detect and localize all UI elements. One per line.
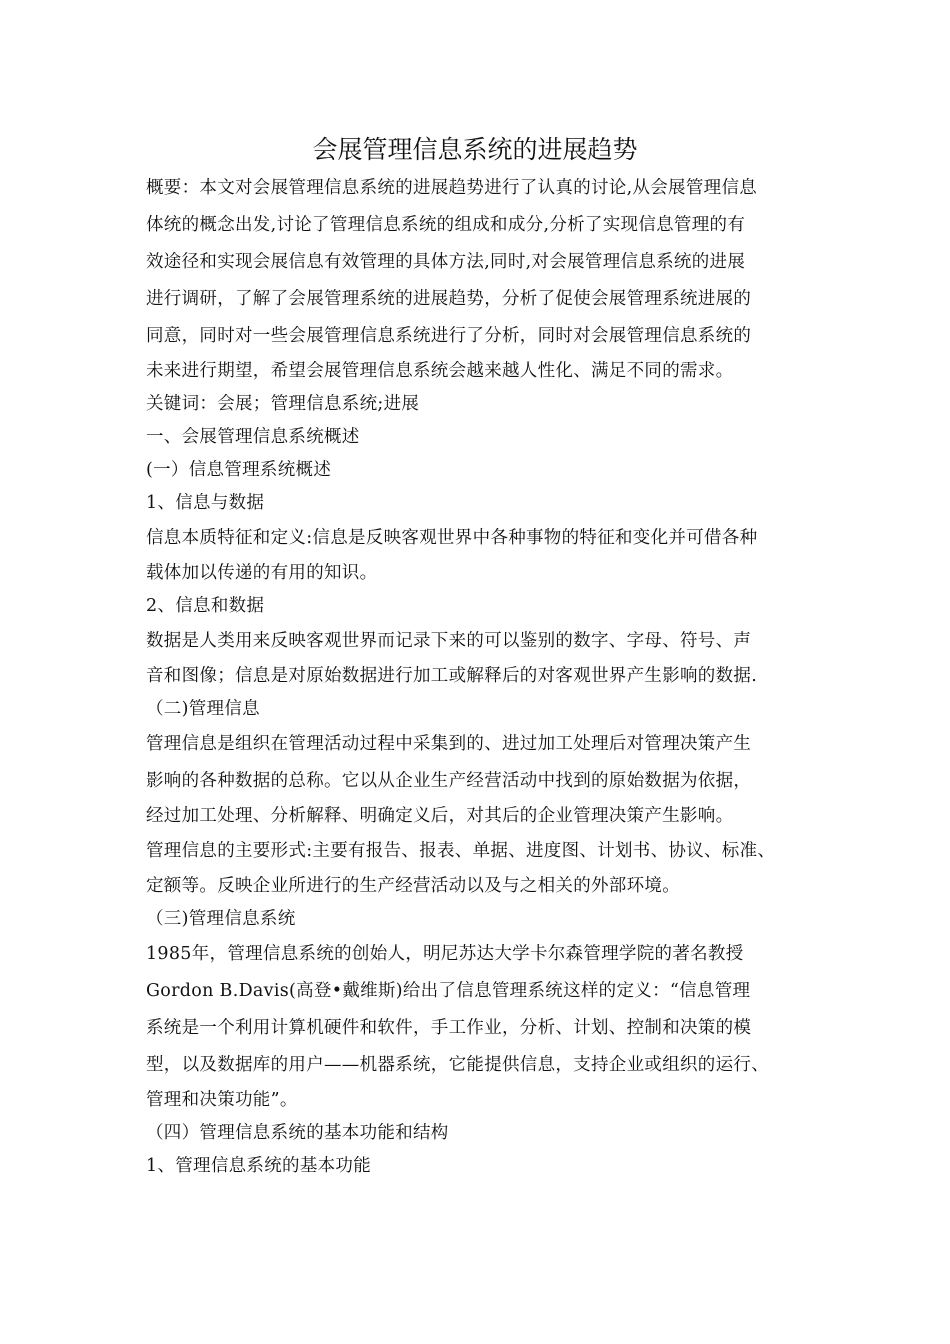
- text-line: 音和图像；信息是对原始数据进行加工或解释后的对客观世界产生影响的数据.: [146, 666, 758, 686]
- document-body: [146, 170, 836, 1183]
- text-line: 管理信息的主要形式:主要有报告、报表、单据、进度图、计划书、协议、标准、: [146, 841, 776, 861]
- text-line: (一）信息管理系统概述: [146, 460, 332, 480]
- text-line: 2、信息和数据: [146, 596, 265, 616]
- text-line: Gordon B.Davis(高登•戴维斯)给出了信息管理系统这样的定义：“信息管理: [146, 981, 751, 1001]
- text-line: 型，以及数据库的用户——机器系统，它能提供信息，支持企业或组织的运行、: [146, 1055, 769, 1075]
- text-line: 管理和决策功能”。: [146, 1090, 298, 1110]
- text-line: 体统的概念出发,讨论了管理信息系统的组成和成分,分析了实现信息管理的有: [146, 215, 746, 235]
- text-line: 关键词：会展；管理信息系统;进展: [146, 394, 420, 414]
- text-line: 概要：本文对会展管理信息系统的进展趋势进行了认真的讨论,从会展管理信息: [146, 178, 758, 198]
- text-line: 1、信息与数据: [146, 493, 265, 513]
- text-line: 管理信息是组织在管理活动过程中采集到的、进过加工处理后对管理决策产生: [146, 734, 752, 754]
- text-line: 数据是人类用来反映客观世界而记录下来的可以鉴别的数字、字母、符号、声: [146, 631, 752, 651]
- text-line: 1985年，管理信息系统的创始人，明尼苏达大学卡尔森管理学院的著名教授: [146, 944, 744, 964]
- text-line: 同意，同时对一些会展管理信息系统进行了分析，同时对会展管理信息系统的: [146, 326, 752, 346]
- text-line: 经过加工处理、分析解释、明确定义后，对其后的企业管理决策产生影响。: [146, 806, 734, 826]
- text-line: 1、管理信息系统的基本功能: [146, 1156, 372, 1176]
- text-line: 载体加以传递的有用的知识。: [146, 563, 378, 583]
- text-line: 一、会展管理信息系统概述: [146, 427, 360, 447]
- text-line: 定额等。反映企业所进行的生产经营活动以及与之相关的外部环境。: [146, 876, 680, 896]
- text-line: （四）管理信息系统的基本功能和结构: [146, 1123, 449, 1143]
- page-title: 会展管理信息系统的进展趋势: [312, 135, 638, 164]
- text-line: 进行调研，了解了会展管理系统的进展趋势，分析了促使会展管理系统进展的: [146, 289, 752, 309]
- text-line: 未来进行期望，希望会展管理信息系统会越来越人性化、满足不同的需求。: [146, 361, 734, 381]
- text-line: 效途径和实现会展信息有效管理的具体方法,同时,对会展管理信息系统的进展: [146, 252, 746, 272]
- text-line: 影响的各种数据的总称。它以从企业生产经营活动中找到的原始数据为依据，: [146, 771, 752, 791]
- text-line: 信息本质特征和定义:信息是反映客观世界中各种事物的特征和变化并可借各种: [146, 528, 758, 548]
- text-line: 系统是一个利用计算机硬件和软件，手工作业，分析、计划、控制和决策的模: [146, 1018, 752, 1038]
- text-line: （三)管理信息系统: [146, 909, 296, 929]
- text-line: （二)管理信息: [146, 699, 260, 719]
